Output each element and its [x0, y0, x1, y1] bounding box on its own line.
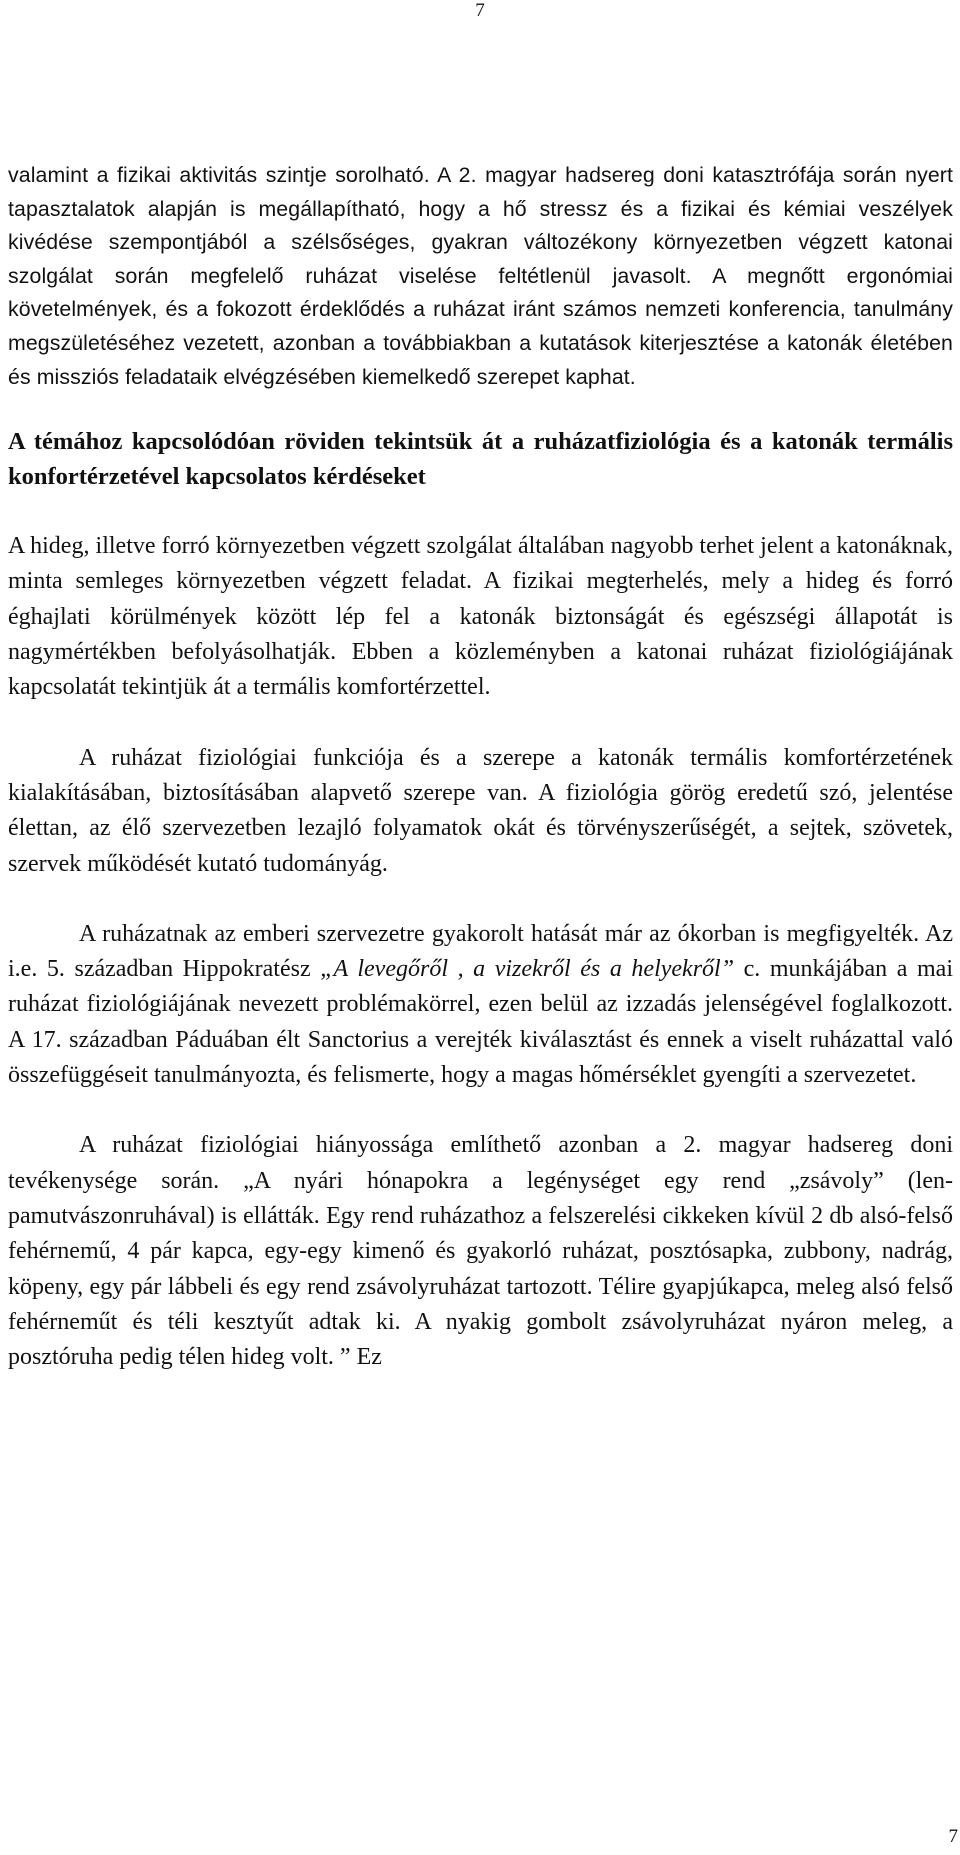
paragraph-intro: valamint a fizikai aktivitás szintje sorolható. A 2. magyar hadsereg doni katasztrófája során nyert tapasztalatok alapján is megállapítható, hogy a hő stressz és a fizikai és kémiai veszélyek kivédése szempontjából a szélsőséges, gyakran változékony környezetben végzett katonai szolgálat során megfelelő ruházat viselése feltétlenül javasolt. A megnőtt ergonómiai követelmények, és a fokozott érdeklődés a ruházat iránt számos nemzeti konferencia, tanulmány megszületéséhez vezetett, azonban a továbbiakban a kutatások kiterjesztése a katonák életében és missziós feladataik elvégzésében kiemelkedő szerepet kaphat. [8, 163, 953, 389]
section-heading: A témához kapcsolódóan röviden tekintsük át a ruházatfiziológia és a katonák termális konfortérzetével kapcsolatos kérdéseket [8, 428, 953, 491]
paragraph-clothing-physiology: A ruházat fiziológiai funkciója és a szerepe a katonák termális komfortérzetének kialakításában, biztosításában alapvető szerepe van. A fiziológia görög eredetű szó, jelentése élettan, az élő szervezetben lezajló folyamatok okát és törvényszerűségét, a sejtek, szövetek, szervek működését kutató tudományág. [8, 744, 953, 877]
history-text-before: A ruházatnak az emberi szervezetre gyakorolt hatását már az ókorban is megfigyelték. Az i.e. 5. században Hippokratész [8, 920, 953, 983]
hippocrates-work-title: „A levegőről , a vizekről és a helyekről” [320, 956, 735, 983]
document-body [8, 159, 953, 1375]
page-number-top: 7 [475, 0, 485, 21]
paragraph-history [8, 917, 953, 1093]
paragraph-cold-hot-service: A hideg, illetve forró környezetben végzett szolgálat általában nagyobb terhet jelent a katonáknak, minta semleges környezetben végzett feladat. A fizikai megterhelés, mely a hideg és forró éghajlati körülmények között lép fel a katonák biztonságát és egészségi állapotát is nagymértékben befolyásolhatják. Ebben a közleményben a katonai ruházat fiziológiájának kapcsolatát tekintjük át a termális komfortérzettel. [8, 533, 953, 701]
paragraph-don-army: A ruházat fiziológiai hiányossága említhető azonban a 2. magyar hadsereg doni tevékenysége során. „A nyári hónapokra a legénységet egy rend „zsávoly” (len-pamutvászonruhával) is ellátták. Egy rend ruházathoz a felszerelési cikkeken kívül 2 db alsó-felső fehérnemű, 4 pár kapca, egy-egy kimenő és gyakorló ruházat, posztósapka, zubbony, nadrág, köpeny, egy pár lábbeli és egy rend zsávolyruházat tartozott. Télire gyapjúkapca, meleg alsó felső fehérneműt és téli kesztyűt adtak ki. A nyakig gombolt zsávolyruházat nyáron meleg, a posztóruha pedig télen hideg volt. ” Ez [8, 1132, 953, 1371]
history-text-after: c. munkájában a mai ruházat fiziológiájának nevezett problémakörrel, ezen belül az izzadás jelenségével foglalkozott. A 17. században Páduában élt Sanctorius a verejték kiválasztást és ennek a viselt ruházattal való összefüggéseit tanulmányozta, és felismerte, hogy a magas hőmérséklet gyengíti a szervezetet. [8, 956, 953, 1089]
page-number-bottom: 7 [948, 1826, 958, 1847]
